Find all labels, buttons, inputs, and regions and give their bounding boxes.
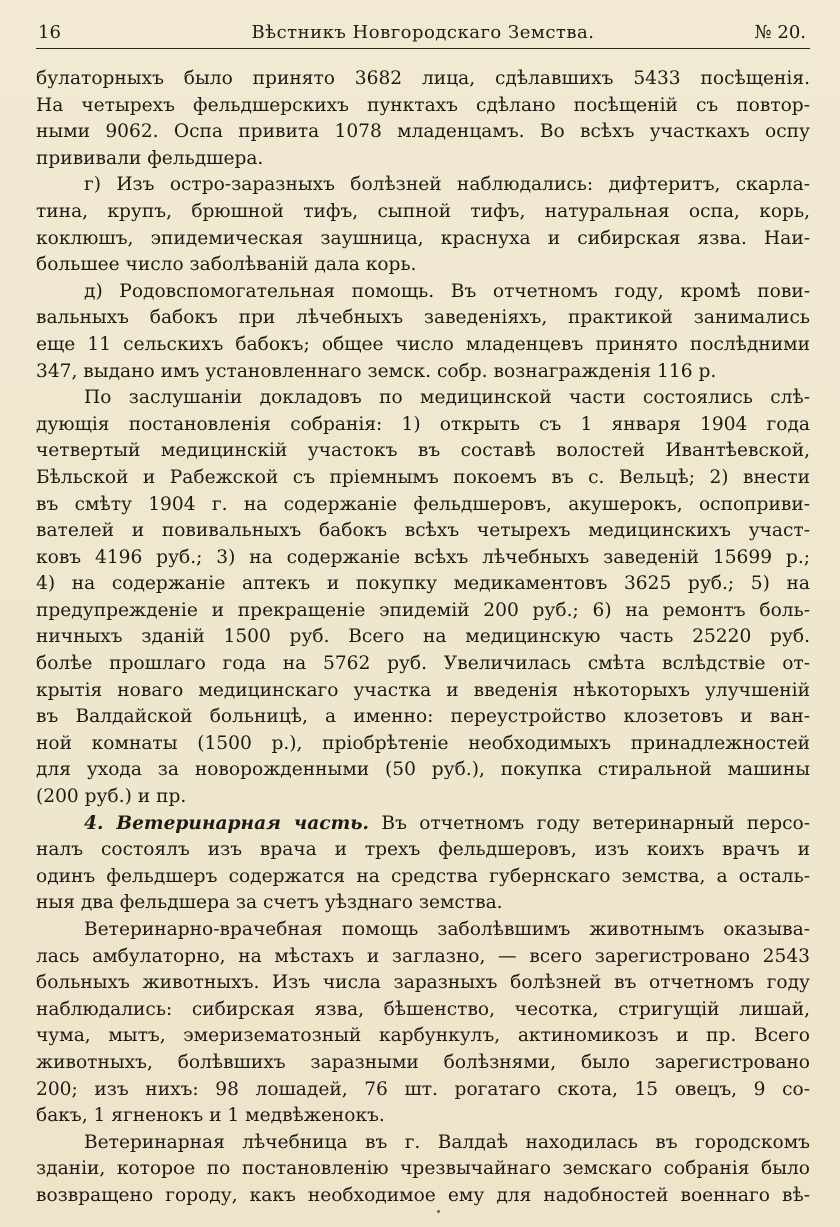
line-text: тина, крупъ, брюшной тифъ, сыпной тифъ, натуральная оспа, корь, (36, 200, 810, 222)
text-line (36, 252, 810, 279)
text-body (36, 66, 810, 1210)
text-line (36, 412, 810, 439)
text-line (36, 864, 810, 891)
text-line (36, 837, 810, 864)
line-text: Бѣльской и Рабежской съ пріемнымъ покоемъ въ с. Вельцѣ; 2) внести (36, 466, 810, 488)
text-line (36, 1077, 810, 1104)
text-line (36, 93, 810, 120)
line-text: вателей и повивальныхъ бабокъ всѣхъ четырехъ медицинскихъ участ- (36, 520, 810, 542)
line-text: болѣе прошлаго года на 5762 руб. Увеличилась смѣта вслѣдствіе от- (36, 653, 810, 675)
page-header (36, 18, 810, 48)
journal-title: Вѣстникъ Новгородскаго Земства. (251, 22, 595, 43)
text-line (36, 545, 810, 572)
text-line (36, 757, 810, 784)
line-text: предупрежденіе и прекращеніе эпидемій 200 руб.; 6) на ремонтъ боль- (36, 599, 810, 621)
text-line (36, 598, 810, 625)
text-line (36, 678, 810, 705)
text-line (36, 704, 810, 731)
line-text: 4) на содержаніе аптекъ и покупку медикаментовъ 3625 руб.; 5) на (36, 573, 810, 595)
line-text: Ветеринарно-врачебная помощь заболѣвшимъ животнымъ оказыва- (84, 919, 810, 940)
text-line (36, 811, 810, 838)
line-text: вальныхъ бабокъ при лѣчебныхъ заведеніяхъ, практикой занимались (36, 307, 810, 329)
text-line (36, 1130, 810, 1157)
text-line (36, 890, 810, 917)
text-line (36, 226, 810, 253)
header-rule (36, 48, 810, 49)
text-line (36, 465, 810, 492)
issue-number: № 20. (754, 22, 806, 43)
text-line (36, 385, 810, 412)
line-text: лась амбулаторно, на мѣстахъ и заглазно, — всего зарегистровано 2543 (36, 945, 810, 967)
line-text: наблюдались: сибирская язва, бѣшенство, чесотка, стригущій лишай, (36, 998, 810, 1020)
section-heading: 4. Ветеринарная часть. (84, 812, 369, 834)
line-text: коклюшъ, эпидемическая заушница, краснуха и сибирская язва. Наи- (36, 227, 810, 249)
line-text: Въ отчетномъ году ветеринарный персо- (369, 812, 810, 834)
line-text: зданіи, которое по постановленію чрезвычайнаго земскаго собранія было (36, 1158, 810, 1180)
text-line (36, 970, 810, 997)
line-text: бакъ, 1 ягненокъ и 1 медвѣженокъ. (36, 1105, 385, 1127)
line-text: булаторныхъ было принято 3682 лица, сдѣлавшихъ 5433 посѣщенія. (36, 68, 810, 89)
text-line (36, 1050, 810, 1077)
text-line (36, 784, 810, 811)
line-text: дующія постановленія собранія: 1) открыть съ 1 января 1904 года (36, 413, 810, 435)
text-line (36, 917, 810, 944)
text-line (36, 571, 810, 598)
text-line (36, 279, 810, 306)
text-line (36, 518, 810, 545)
text-line (36, 1156, 810, 1183)
line-text: въ смѣту 1904 г. на содержаніе фельдшеровъ, акушерокъ, оспоприви- (36, 493, 810, 515)
line-text: животныхъ, болѣвшихъ заразными болѣзнями, было зарегистровано (36, 1051, 810, 1073)
line-text: ковъ 4196 руб.; 3) на содержаніе всѣхъ лѣчебныхъ заведеній 15699 р.; (36, 546, 810, 568)
text-line (36, 146, 810, 173)
text-line (36, 944, 810, 971)
line-text: для ухода за новорожденными (50 руб.), покупка стиральной машины (36, 759, 810, 781)
line-text: еще 11 сельскихъ бабокъ; общее число младенцевъ принято послѣдними (36, 333, 810, 355)
line-text: ныя два фельдшера за счетъ уѣзднаго земства. (36, 892, 503, 914)
line-text: ными 9062. Оспа привита 1078 младенцамъ. Во всѣхъ участкахъ оспу (36, 121, 810, 143)
text-line (36, 332, 810, 359)
line-text: 200; изъ нихъ: 98 лошадей, 76 шт. рогатаго скота, 15 овецъ, 9 со- (36, 1078, 810, 1100)
line-text: По заслушаніи докладовъ по медицинской части состоялись слѣ- (84, 387, 810, 409)
line-text: одинъ фельдшеръ содержатся на средства губернскаго земства, а осталь- (36, 865, 810, 887)
text-line (36, 359, 810, 386)
line-text: г) Изъ остро-заразныхъ болѣзней наблюдались: дифтеритъ, скарла- (84, 174, 810, 196)
text-line (36, 997, 810, 1024)
text-line (36, 1183, 810, 1210)
line-text: ной комнаты (1500 р.), пріобрѣтеніе необходимыхъ принадлежностей (36, 732, 810, 754)
text-line (36, 66, 810, 93)
text-line (36, 731, 810, 758)
text-line (36, 172, 810, 199)
line-text: чума, мытъ, эмеризематозный карбункулъ, актиномикозъ и пр. Всего (36, 1025, 810, 1047)
text-line (36, 305, 810, 332)
line-text: д) Родовспомогательная помощь. Въ отчетномъ году, кромѣ пови- (84, 280, 810, 302)
line-text: четвертый медицинскій участокъ въ составѣ волостей Ивантѣевской, (36, 440, 810, 462)
page-number: 16 (38, 22, 61, 43)
text-line (36, 438, 810, 465)
line-text: На четырехъ фельдшерскихъ пунктахъ сдѣлано посѣщеній съ повтор- (36, 94, 810, 116)
text-line (36, 199, 810, 226)
line-text: ничныхъ зданій 1500 руб. Всего на медицинскую часть 25220 руб. (36, 626, 810, 648)
line-text: крытія новаго медицинскаго участка и введенія нѣкоторыхъ улучшеній (36, 679, 810, 701)
line-text: возвращено городу, какъ необходимое ему для надобностей военнаго вѣ- (36, 1184, 810, 1206)
line-text: больныхъ животныхъ. Изъ числа заразныхъ болѣзней въ отчетномъ году (36, 972, 810, 994)
line-text: въ Валдайской больницѣ, а именно: переустройство клозетовъ и ван- (36, 706, 810, 728)
line-text: большее число заболѣваній дала корь. (36, 254, 417, 276)
text-line (36, 1023, 810, 1050)
text-line (36, 651, 810, 678)
line-text: Ветеринарная лѣчебница въ г. Валдаѣ находилась въ городскомъ (84, 1131, 810, 1153)
page-mark (437, 1210, 440, 1213)
line-text: 347, выдано имъ установленнаго земск. собр. вознагражденія 116 р. (36, 360, 717, 382)
line-text: (200 руб.) и пр. (36, 786, 187, 808)
line-text: прививали фельдшера. (36, 147, 264, 169)
text-line (36, 492, 810, 519)
text-line (36, 119, 810, 146)
text-line (36, 1103, 810, 1130)
line-text: налъ состоялъ изъ врача и трехъ фельдшеровъ, изъ коихъ врачъ и (36, 839, 810, 861)
text-line (36, 624, 810, 651)
